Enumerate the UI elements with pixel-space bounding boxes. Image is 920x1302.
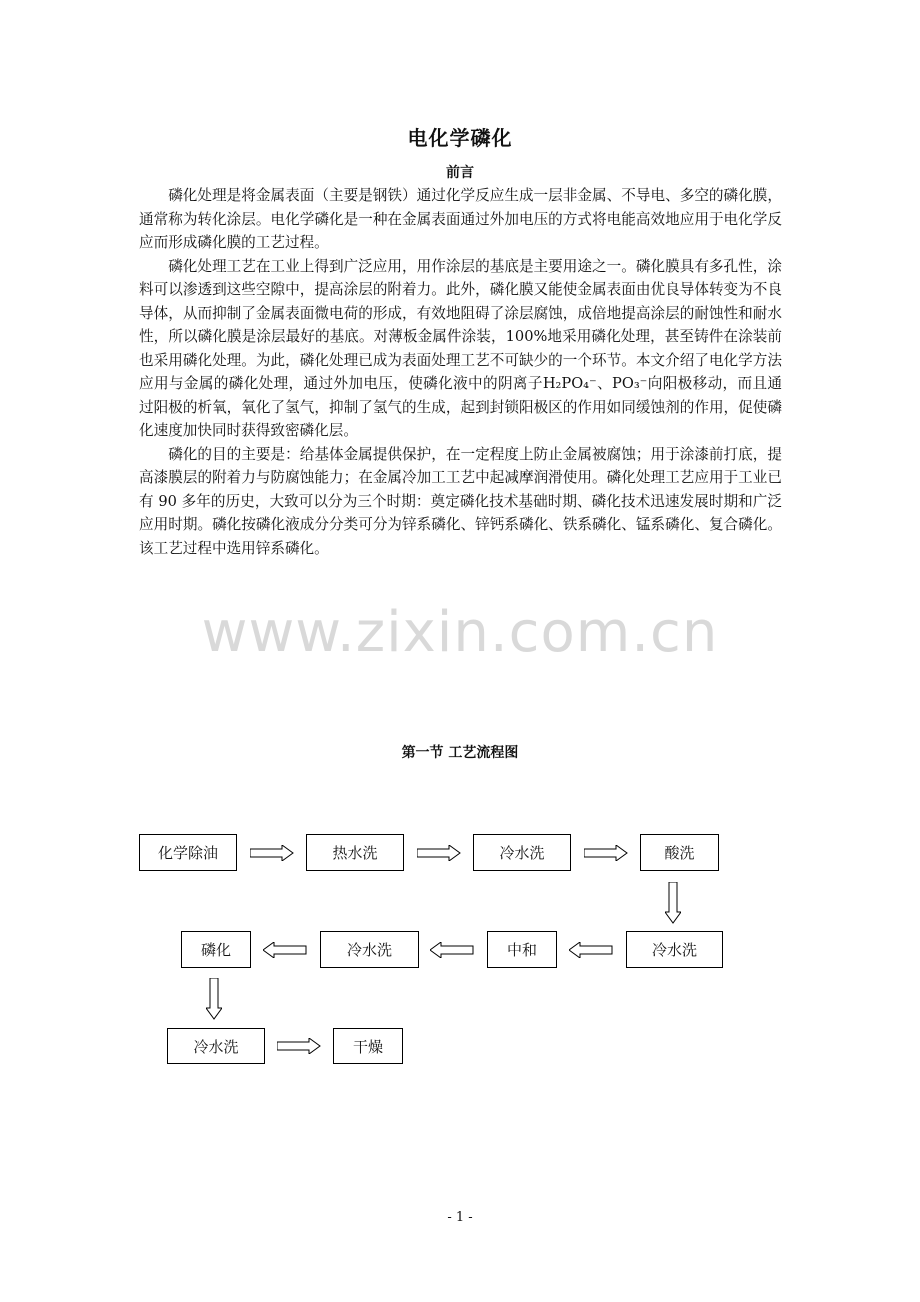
flow-step-7: 冷水洗 xyxy=(320,931,419,968)
arrow-right-icon xyxy=(584,845,628,861)
paragraph-2: 磷化处理工艺在工业上得到广泛应用，用作涂层的基底是主要用途之一。磷化膜具有多孔性，涂料可以渗透到这些空隙中，提高涂层的附着力。此外，磷化膜又能使金属表面由优良导体转变为不良导体，从而抑制了金属表面微电荷的形成，有效地阻碍了涂层腐蚀，成倍地提高涂层的耐蚀性和耐水性，所以磷化膜是涂层最好的基底。对薄板金属件涂装，100%地采用磷化处理，甚至铸件在涂装前也采用磷化处理。为此，磷化处理已成为表面处理工艺不可缺少的一个环节。本文介绍了电化学方法应用与金属的磷化处理，通过外加电压，使磷化液中的阴离子H₂PO₄⁻、PO₃⁻向阳极移动，而且通过阳极的析氧，氧化了氢气，抑制了氢气的生成，起到封锁阳极区的作用如同缓蚀剂的作用，促使磷化速度加快同时获得致密磷化层。 xyxy=(139,257,782,439)
arrow-right-icon xyxy=(417,845,461,861)
arrow-right-icon xyxy=(250,845,294,861)
preface-body xyxy=(139,184,782,560)
watermark: www.zixin.com.cn xyxy=(201,600,719,665)
paragraph-1: 磷化处理是将金属表面（主要是钢铁）通过化学反应生成一层非金属、不导电、多空的磷化膜，通常称为转化涂层。电化学磷化是一种在金属表面通过外加电压的方式将电能高效地应用于电化学反应而形成磷化膜的工艺过程。 xyxy=(139,187,782,251)
flow-step-8: 磷化 xyxy=(181,931,251,968)
flow-step-9: 冷水洗 xyxy=(167,1028,265,1064)
flow-step-5: 冷水洗 xyxy=(626,931,723,968)
flow-step-10: 干燥 xyxy=(333,1028,403,1064)
arrow-down-icon xyxy=(206,978,222,1020)
arrow-right-icon xyxy=(277,1038,321,1054)
section-title: 第一节 工艺流程图 xyxy=(401,745,519,761)
page-number: - 1 - xyxy=(447,1210,473,1225)
preface-heading: 前言 xyxy=(446,165,474,181)
flow-step-2: 热水洗 xyxy=(306,834,404,871)
flow-step-1: 化学除油 xyxy=(139,834,237,871)
flow-step-6: 中和 xyxy=(487,931,557,968)
arrow-down-icon xyxy=(665,882,681,924)
arrow-left-icon xyxy=(430,942,474,958)
document-title: 电化学磷化 xyxy=(407,126,513,150)
arrow-left-icon xyxy=(569,942,613,958)
flow-step-3: 冷水洗 xyxy=(473,834,571,871)
flow-step-4: 酸洗 xyxy=(640,834,719,871)
arrow-left-icon xyxy=(263,942,307,958)
paragraph-3: 磷化的目的主要是：给基体金属提供保护，在一定程度上防止金属被腐蚀；用于涂漆前打底，提高漆膜层的附着力与防腐蚀能力；在金属冷加工工艺中起减摩润滑使用。磷化处理工艺应用于工业已有 90 多年的历史，大致可以分为三个时期：奠定磷化技术基础时期、磷化技术迅速发展时期和广泛应用时期。磷化按磷化液成分分类可分为锌系磷化、锌钙系磷化、铁系磷化、锰系磷化、复合磷化。该工艺过程中选用锌系磷化。 xyxy=(139,445,782,557)
